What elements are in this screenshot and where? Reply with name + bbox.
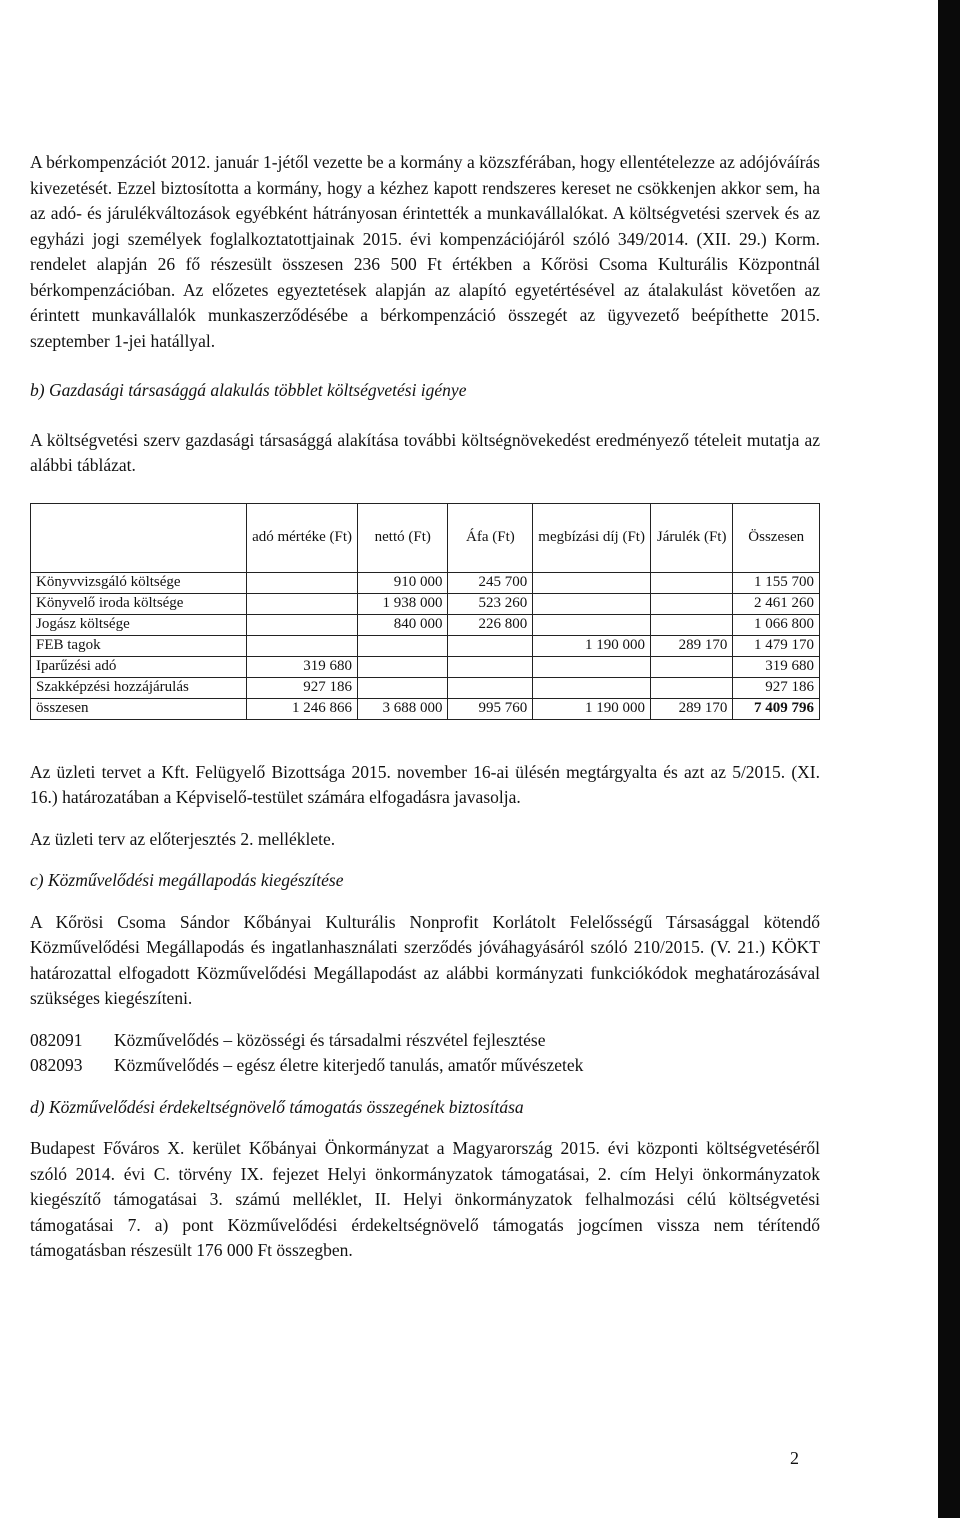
- table-cell: 910 000: [358, 572, 448, 593]
- table-cell: Jogász költsége: [31, 614, 247, 635]
- section-d-paragraph: Budapest Főváros X. kerület Kőbányai Önkormányzat a Magyarország 2015. évi központi költségvetéséről szóló 2014. évi C. törvény IX. fejezet Helyi önkormányzatok támogatásai, 2. cím Helyi önkormányzatok kiegészítő támogatásai 3. számú melléklet, II. Helyi önkormányzatok felhalmozási célú költségvetési támogatásai 7. a) pont Közművelődési érdekeltségnövelő támogatás jogcímen vissza nem térítendő támogatásban részesült 176 000 Ft összegben.: [30, 1138, 820, 1260]
- function-code-text: Közművelődés – egész életre kiterjedő tanulás, amatőr művészetek: [114, 1055, 584, 1075]
- table-row: [31, 656, 820, 677]
- table-cell: 319 680: [733, 656, 820, 677]
- table-cell: 1 190 000: [533, 635, 651, 656]
- table-cell: 927 186: [247, 677, 358, 698]
- header-cell-netto: nettó (Ft): [358, 503, 448, 572]
- page-number: 2: [790, 1448, 799, 1468]
- grand-total-cell: 7 409 796: [733, 698, 820, 719]
- table-cell: [358, 656, 448, 677]
- table-cell: [650, 656, 732, 677]
- table-cell: [533, 593, 651, 614]
- table-cell: összesen: [31, 698, 247, 719]
- section-c-heading: c) Közművelődési megállapodás kiegészítése: [30, 870, 344, 890]
- table-cell: [448, 656, 533, 677]
- header-cell-megbizasi: megbízási díj (Ft): [533, 503, 651, 572]
- header-cell-label: [31, 503, 247, 572]
- table-cell: 523 260: [448, 593, 533, 614]
- table-cell: FEB tagok: [31, 635, 247, 656]
- table-cell: [533, 656, 651, 677]
- table-cell: [650, 593, 732, 614]
- table-cell: [448, 635, 533, 656]
- header-cell-jarulek: Járulék (Ft): [650, 503, 732, 572]
- table-cell: [247, 614, 358, 635]
- table-row: [31, 635, 820, 656]
- table-cell: 289 170: [650, 698, 732, 719]
- function-code-line: [30, 1028, 820, 1054]
- header-cell-ado: adó mértéke (Ft): [247, 503, 358, 572]
- table-cell: 289 170: [650, 635, 732, 656]
- table-cell: 1 246 866: [247, 698, 358, 719]
- table-row: [31, 593, 820, 614]
- scan-edge-bar: [938, 0, 960, 1518]
- table-cell: [358, 677, 448, 698]
- function-code-text: Közművelődés – közösségi és társadalmi részvétel fejlesztése: [114, 1029, 546, 1050]
- header-cell-afa: Áfa (Ft): [448, 503, 533, 572]
- table-cell: 2 461 260: [733, 593, 820, 614]
- table-row: [31, 677, 820, 698]
- table-cell: [448, 677, 533, 698]
- table-cell: 1 066 800: [733, 614, 820, 635]
- table-cell: Iparűzési adó: [31, 656, 247, 677]
- table-header-row: [31, 503, 820, 572]
- cost-table: [30, 503, 820, 720]
- table-cell: [650, 677, 732, 698]
- table-cell: Könyvvizsgáló költsége: [31, 572, 247, 593]
- table-cell: [650, 614, 732, 635]
- table-cell: 245 700: [448, 572, 533, 593]
- table-row-total: [31, 698, 820, 719]
- section-c-paragraph: A Kőrösi Csoma Sándor Kőbányai Kulturális Nonprofit Korlátolt Felelősségű Társasággal kötendő Közművelődési Megállapodás és ingatlanhasználati szerződés jóváhagyásáról szóló 210/2015. (V. 21.) KÖKT határozattal elfogadott Közművelődési Megállapodást az alábbi kormányzati funkciókódok meghatározásával szükséges kiegészíteni.: [30, 911, 820, 1008]
- section-d-heading: d) Közművelődési érdekeltségnövelő támogatás összegének biztosítása: [30, 1096, 524, 1117]
- document-page: [30, 150, 820, 1264]
- table-cell: [247, 635, 358, 656]
- table-row: [31, 614, 820, 635]
- table-cell: [650, 572, 732, 593]
- table-row: [31, 572, 820, 593]
- intro-paragraph: A bérkompenzációt 2012. január 1-jétől vezette be a kormány a közszférában, hogy ellentételezze az adójóváírás kivezetését. Ezzel biztosította a kormány, hogy a kézhez kapott rendszeres kereset ne csökkenjen akkor sem, ha az adó- és járulékváltozások egyébként hátrányosan érintették a munkavállalókat. A költségvetési szervek és az egyházi jogi személyek foglalkoztatottjainak 2015. évi kompenzációjáról szóló 349/2014. (XII. 29.) Korm. rendelet alapján 26 fő részesült összesen 236 500 Ft értékben a Kőrösi Csoma Kulturális Központnál bérkompenzációban. Az előzetes egyeztetések alapján az alapító egyetértésével az átalakulást követően az érintett munkavállalók munkaszerződésébe a bérkompenzáció összegét az ügyvezető beépíthette 2015. szeptember 1-jei hatállyal.: [30, 152, 820, 351]
- table-cell: [533, 572, 651, 593]
- table-cell: 226 800: [448, 614, 533, 635]
- table-cell: 1 155 700: [733, 572, 820, 593]
- table-cell: 927 186: [733, 677, 820, 698]
- table-cell: 995 760: [448, 698, 533, 719]
- table-cell: [533, 677, 651, 698]
- table-cell: Szakképzési hozzájárulás: [31, 677, 247, 698]
- table-cell: 3 688 000: [358, 698, 448, 719]
- section-b-after-table-1: Az üzleti tervet a Kft. Felügyelő Bizottsága 2015. november 16-ai ülésén megtárgyalta és azt az 5/2015. (XI. 16.) határozatában a Képviselő-testület számára elfogadásra javasolja.: [30, 761, 820, 807]
- table-cell: [533, 614, 651, 635]
- table-cell: 1 190 000: [533, 698, 651, 719]
- table-cell: 840 000: [358, 614, 448, 635]
- section-b-after-table-2: Az üzleti terv az előterjesztés 2. melléklete.: [30, 828, 336, 849]
- function-code: 082091: [30, 1029, 83, 1050]
- table-cell: 319 680: [247, 656, 358, 677]
- table-cell: [247, 572, 358, 593]
- function-code: 082093: [30, 1055, 83, 1075]
- table-cell: [358, 635, 448, 656]
- table-cell: [247, 593, 358, 614]
- table-cell: Könyvelő iroda költsége: [31, 593, 247, 614]
- section-b-intro: A költségvetési szerv gazdasági társasággá alakítása további költségnövekedést eredményező tételeit mutatja az alábbi táblázat.: [30, 429, 820, 475]
- table-cell: 1 938 000: [358, 593, 448, 614]
- function-code-line: [30, 1053, 820, 1079]
- section-b-heading: b) Gazdasági társasággá alakulás többlet költségvetési igénye: [30, 380, 467, 400]
- table-cell: 1 479 170: [733, 635, 820, 656]
- header-cell-osszesen: Összesen: [733, 503, 820, 572]
